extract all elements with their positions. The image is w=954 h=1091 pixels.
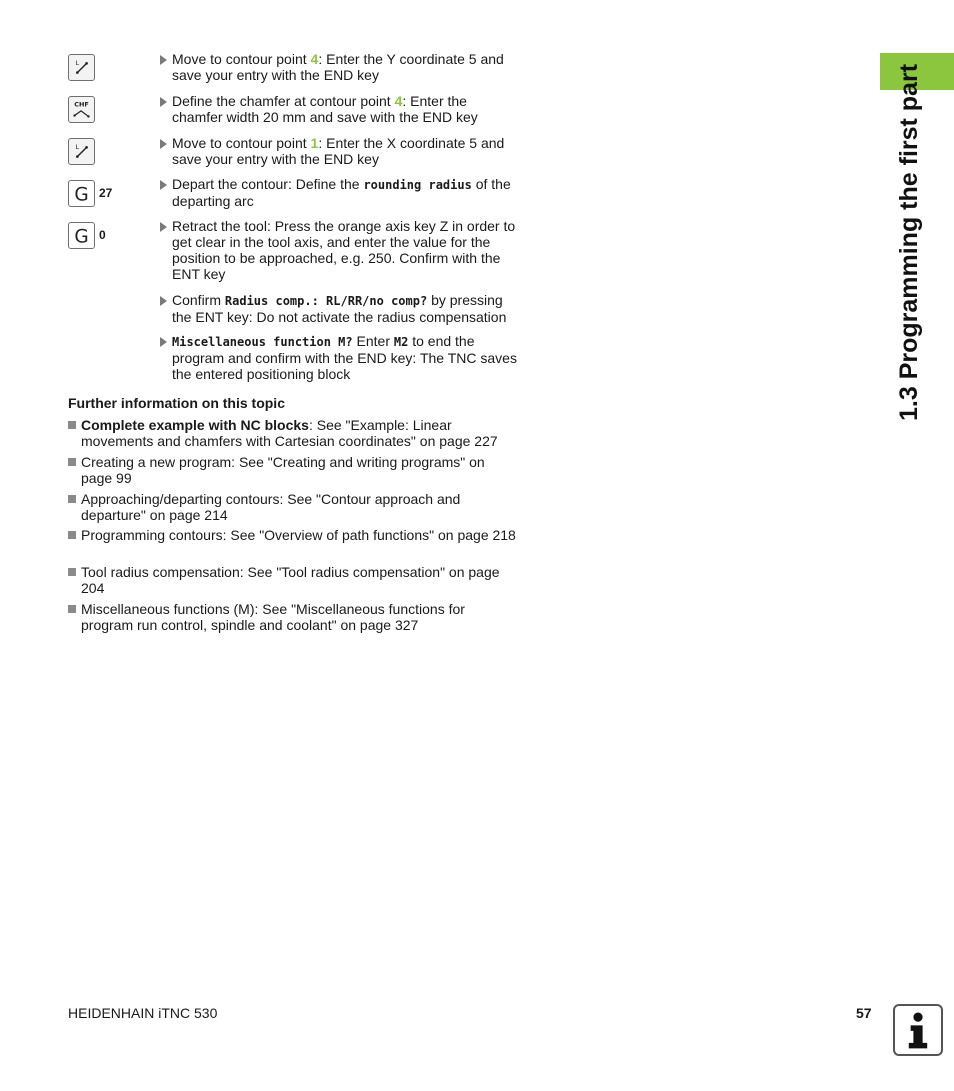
g-key-number: 27 [99, 186, 113, 200]
further-info-heading: Further information on this topic [68, 395, 285, 411]
list-item: Complete example with NC blocks: See "Example: Linear movements and chamfers with Cartesian coordinates" on page 227 [68, 417, 518, 449]
line-key-icon[interactable] [68, 54, 95, 81]
g-key-letter: G [74, 226, 89, 248]
arrow-icon [160, 55, 167, 65]
info-icon[interactable] [893, 1004, 943, 1056]
step-7: Miscellaneous function M? Enter M2 to end the program and confirm with the END key: The TNC saves the entered positioning block [160, 333, 520, 382]
list-item: Creating a new program: See "Creating and writing programs" on page 99 [68, 454, 518, 486]
list-item: Programming contours: See "Overview of path functions" on page 218 [68, 527, 518, 543]
step-5: Retract the tool: Press the orange axis key Z in order to get clear in the tool axis, and enter the value for the position to be approached, e.g. 250. Confirm with the ENT key [160, 218, 520, 282]
g-key-icon[interactable] [68, 222, 95, 249]
arrow-icon [160, 337, 167, 347]
footer-product: HEIDENHAIN iTNC 530 [68, 1005, 218, 1021]
chamfer-key-label: CHF [74, 100, 89, 109]
chamfer-key-icon[interactable] [68, 96, 95, 123]
step-6: Confirm Radius comp.: RL/RR/no comp? by pressing the ENT key: Do not activate the radius compensation [160, 292, 520, 325]
arrow-icon [160, 222, 167, 232]
g-key-icon[interactable] [68, 180, 95, 207]
section-title: 1.3 Programming the first part [895, 63, 923, 421]
step-2: Define the chamfer at contour point 4: Enter the chamfer width 20 mm and save with the END key [160, 93, 520, 125]
bullet-icon [68, 421, 76, 429]
list-item: Tool radius compensation: See "Tool radius compensation" on page 204 [68, 564, 518, 596]
step-1: Move to contour point 4: Enter the Y coordinate 5 and save your entry with the END key [160, 51, 520, 83]
bullet-icon [68, 605, 76, 613]
arrow-icon [160, 296, 167, 306]
bullet-icon [68, 531, 76, 539]
g-key-number: 0 [99, 228, 106, 242]
g-key-letter: G [74, 184, 89, 206]
line-key-icon[interactable] [68, 138, 95, 165]
arrow-icon [160, 180, 167, 190]
svg-text:L: L [75, 143, 80, 152]
bullet-icon [68, 458, 76, 466]
arrow-icon [160, 97, 167, 107]
bullet-icon [68, 568, 76, 576]
bullet-icon [68, 495, 76, 503]
list-item: Miscellaneous functions (M): See "Miscellaneous functions for program run control, spindle and coolant" on page 327 [68, 601, 518, 633]
page-number: 57 [856, 1005, 872, 1021]
step-4: Depart the contour: Define the rounding radius of the departing arc [160, 176, 520, 209]
list-item: Approaching/departing contours: See "Contour approach and departure" on page 214 [68, 491, 518, 523]
step-3: Move to contour point 1: Enter the X coordinate 5 and save your entry with the END key [160, 135, 520, 167]
arrow-icon [160, 139, 167, 149]
svg-text:L: L [75, 59, 80, 68]
